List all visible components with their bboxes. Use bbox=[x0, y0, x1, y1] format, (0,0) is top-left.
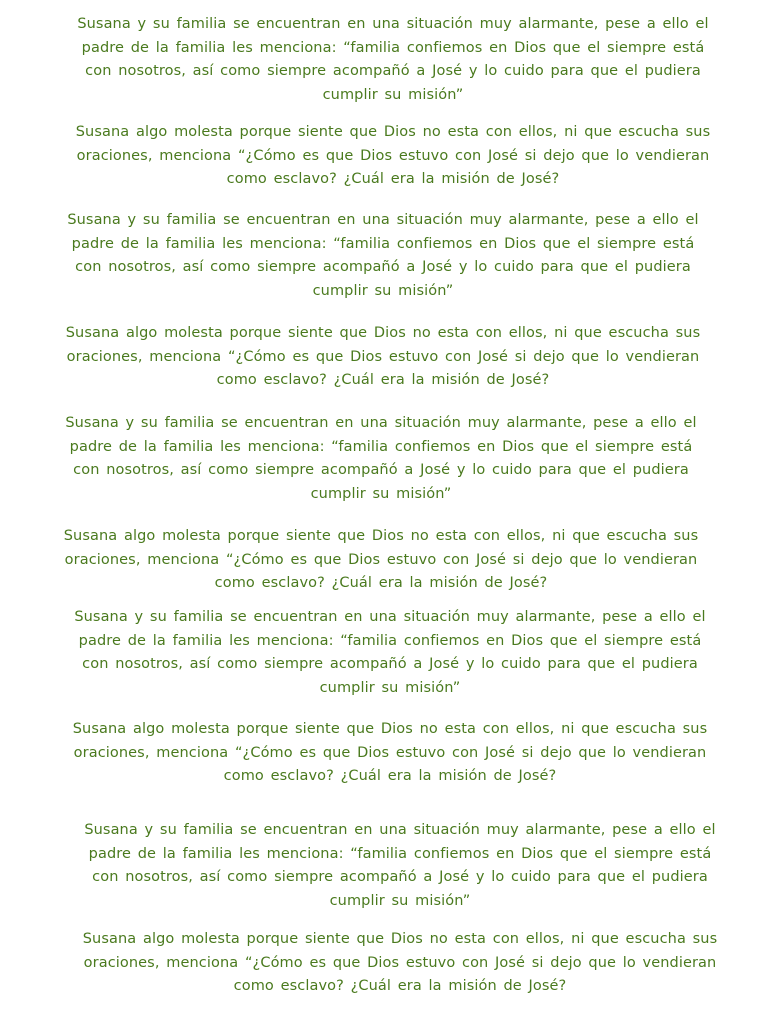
text-line: Susana y su familia se encuentran en una situación muy alarmante, pese a ello el bbox=[67, 212, 699, 228]
text-line: cumplir su misión” bbox=[322, 86, 464, 103]
text-line: con nosotros, así como siempre acompañó a José y lo cuido para que el pudiera bbox=[85, 63, 701, 79]
text-line: padre de la familia les menciona: “familia confiemos en Dios que el siempre está bbox=[71, 235, 695, 252]
paragraph-question bbox=[42, 928, 758, 999]
text-line: oraciones, menciona “¿Cómo es que Dios estuvo con José si dejo que lo vendieran bbox=[66, 348, 700, 365]
text-line: Susana algo molesta porque siente que Dios no esta con ellos, ni que escucha sus bbox=[63, 528, 699, 544]
text-line: como esclavo? ¿Cuál era la misión de José? bbox=[223, 768, 557, 784]
paragraph-situation bbox=[10, 209, 756, 303]
text-line: cumplir su misión” bbox=[312, 282, 454, 299]
text-line: oraciones, menciona “¿Cómo es que Dios estuvo con José si dejo que lo vendieran bbox=[83, 954, 717, 971]
text-line: Susana y su familia se encuentran en una situación muy alarmante, pese a ello el bbox=[77, 16, 709, 32]
text-line: con nosotros, así como siempre acompañó a José y lo cuido para que el pudiera bbox=[73, 462, 689, 478]
text-line: con nosotros, así como siempre acompañó a José y lo cuido para que el pudiera bbox=[92, 869, 708, 885]
text-line: oraciones, menciona “¿Cómo es que Dios estuvo con José si dejo que lo vendieran bbox=[76, 147, 710, 164]
text-line: Susana algo molesta porque siente que Dios no esta con ellos, ni que escucha sus bbox=[72, 721, 708, 737]
paragraph-situation bbox=[12, 412, 750, 506]
text-line: cumplir su misión” bbox=[319, 679, 461, 696]
text-line: como esclavo? ¿Cuál era la misión de José? bbox=[214, 575, 548, 591]
text-line: Susana y su familia se encuentran en una situación muy alarmante, pese a ello el bbox=[74, 609, 706, 625]
paragraph-question bbox=[12, 525, 750, 596]
paragraph-situation bbox=[40, 13, 746, 107]
text-line: Susana algo molesta porque siente que Dios no esta con ellos, ni que escucha sus bbox=[65, 325, 701, 341]
paragraph-question bbox=[40, 121, 746, 192]
text-line: cumplir su misión” bbox=[310, 485, 452, 502]
text-line: padre de la familia les menciona: “familia confiemos en Dios que el siempre está bbox=[88, 845, 712, 862]
text-line: como esclavo? ¿Cuál era la misión de José? bbox=[226, 171, 560, 187]
text-line: como esclavo? ¿Cuál era la misión de José? bbox=[233, 978, 567, 994]
text-line: con nosotros, así como siempre acompañó a José y lo cuido para que el pudiera bbox=[82, 656, 698, 672]
text-line: Susana algo molesta porque siente que Dios no esta con ellos, ni que escucha sus bbox=[75, 124, 711, 140]
text-line: Susana y su familia se encuentran en una situación muy alarmante, pese a ello el bbox=[84, 822, 716, 838]
text-line: padre de la familia les menciona: “familia confiemos en Dios que el siempre está bbox=[69, 438, 693, 455]
text-line: Susana y su familia se encuentran en una situación muy alarmante, pese a ello el bbox=[65, 415, 697, 431]
text-line: padre de la familia les menciona: “familia confiemos en Dios que el siempre está bbox=[81, 39, 705, 56]
paragraph-question bbox=[20, 718, 760, 789]
text-line: con nosotros, así como siempre acompañó a José y lo cuido para que el pudiera bbox=[75, 259, 691, 275]
text-line: oraciones, menciona “¿Cómo es que Dios estuvo con José si dejo que lo vendieran bbox=[64, 551, 698, 568]
paragraph-situation bbox=[20, 606, 760, 700]
text-line: oraciones, menciona “¿Cómo es que Dios estuvo con José si dejo que lo vendieran bbox=[73, 744, 707, 761]
text-line: como esclavo? ¿Cuál era la misión de José? bbox=[216, 372, 550, 388]
text-line: Susana algo molesta porque siente que Dios no esta con ellos, ni que escucha sus bbox=[82, 931, 718, 947]
paragraph-situation bbox=[42, 819, 758, 913]
paragraph-question bbox=[10, 322, 756, 393]
text-line: padre de la familia les menciona: “familia confiemos en Dios que el siempre está bbox=[78, 632, 702, 649]
text-line: cumplir su misión” bbox=[329, 892, 471, 909]
